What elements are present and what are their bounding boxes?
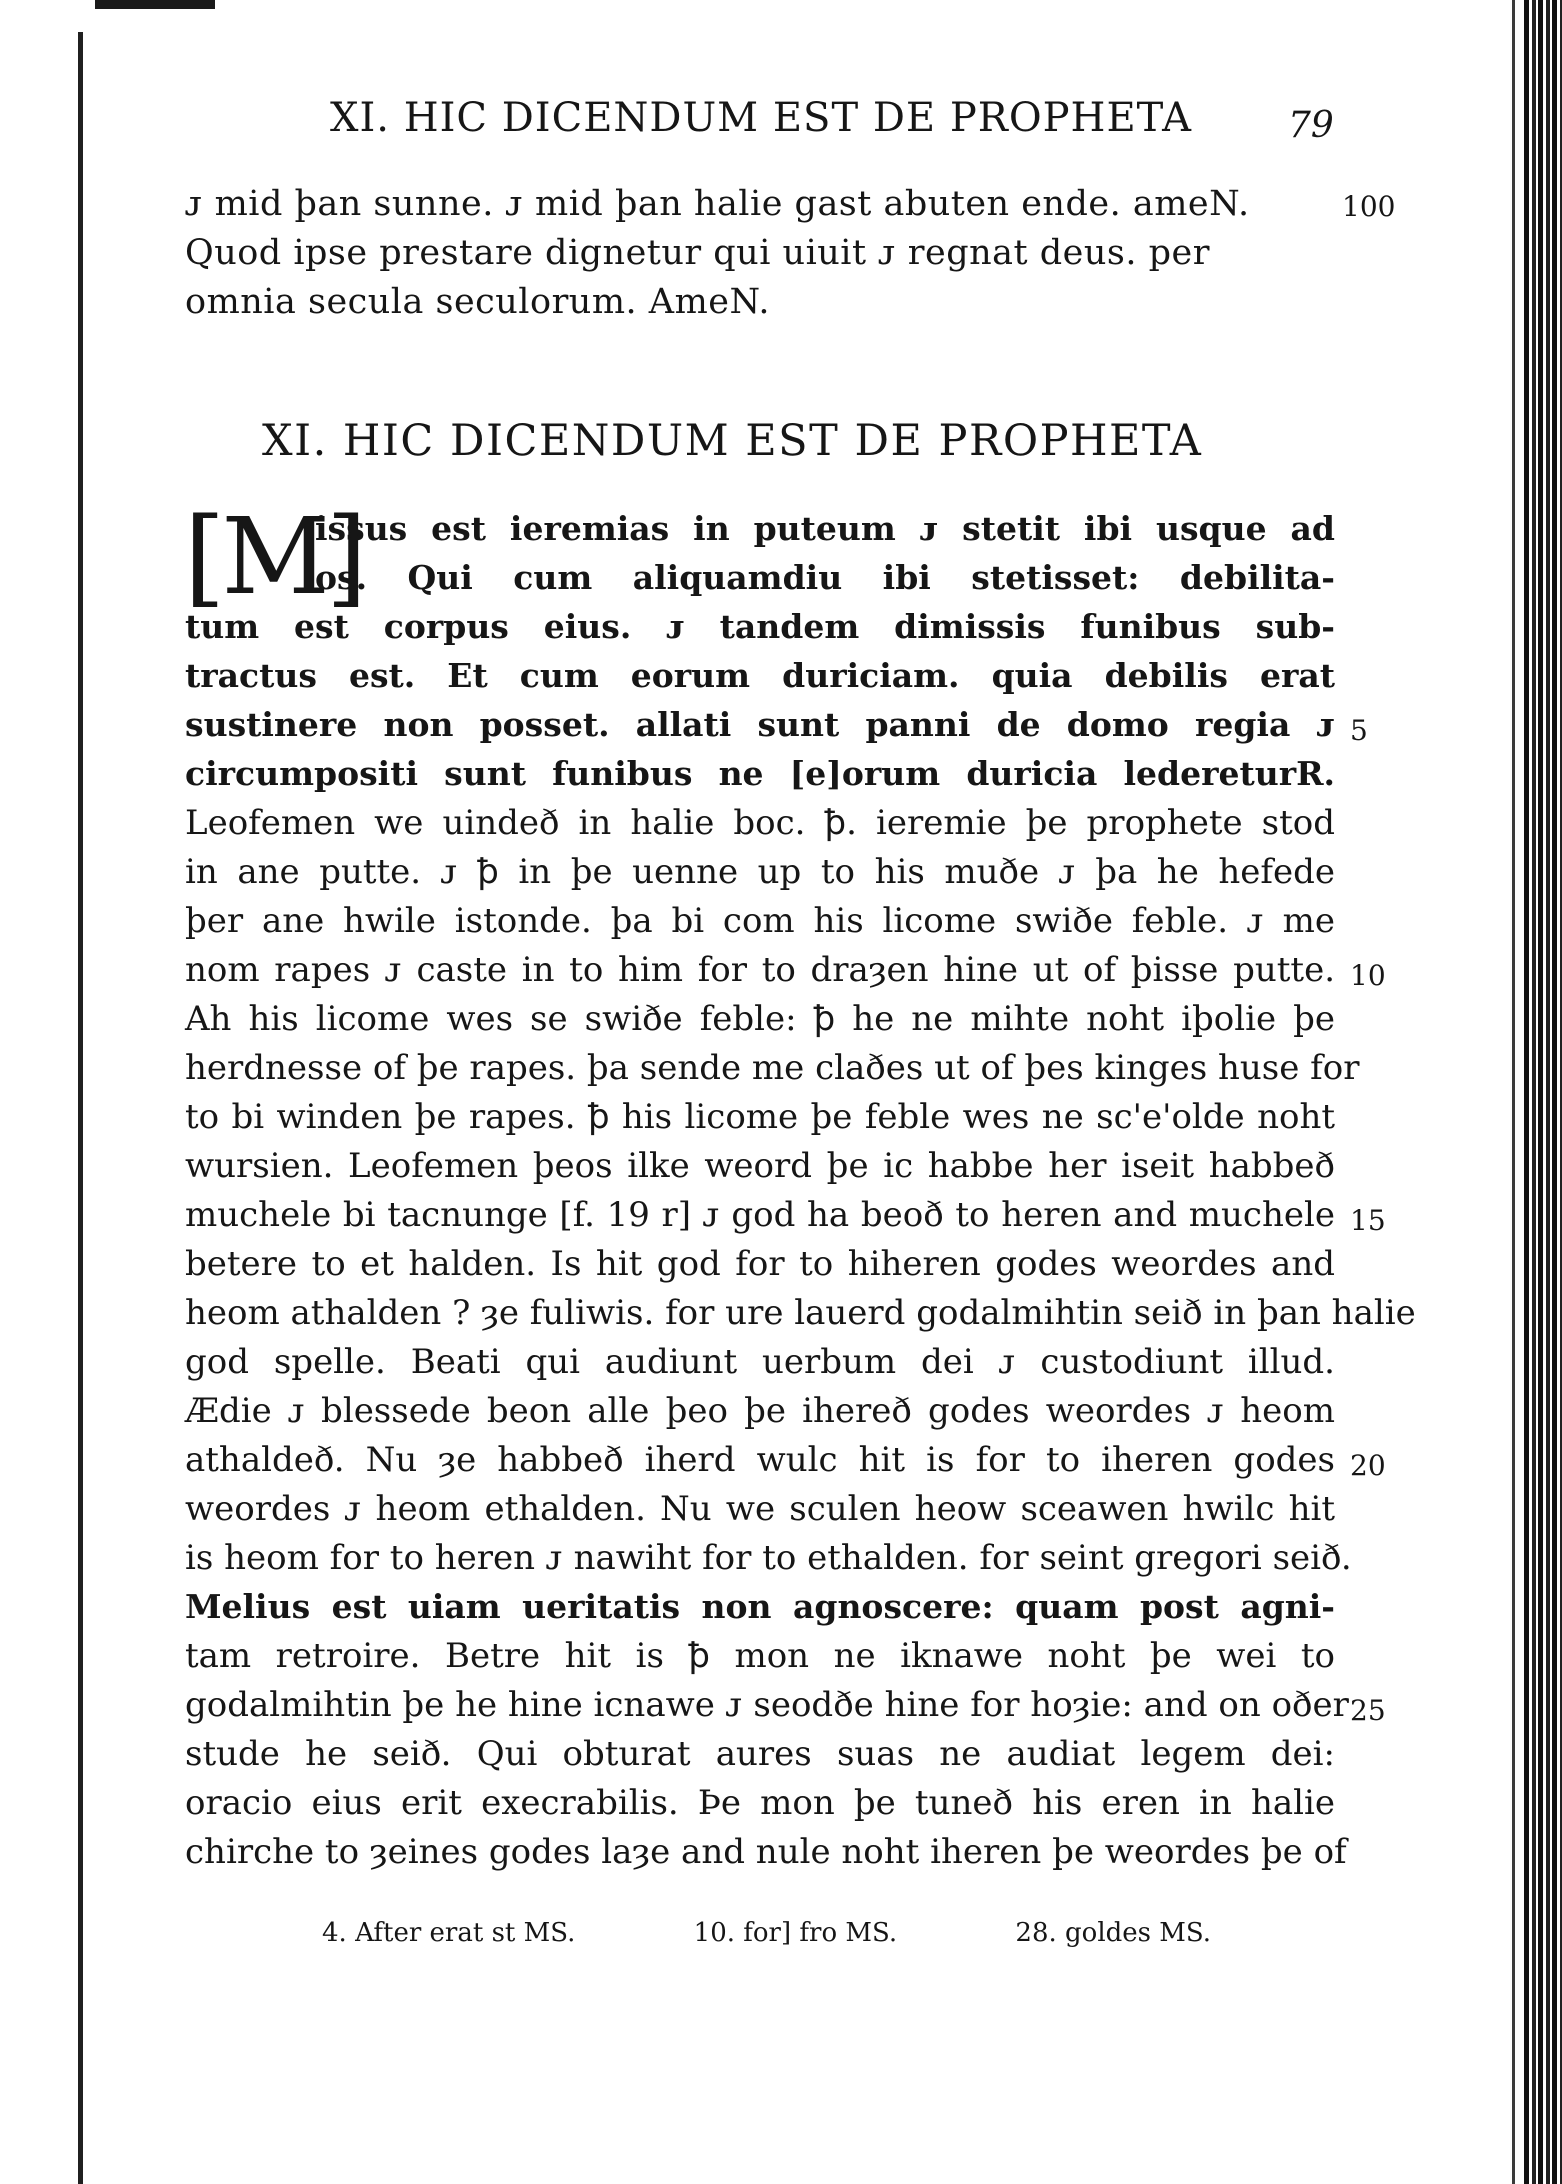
text-line: Ædie ᴊ blessede beon alle þeo þe ihereð godes weordes ᴊ heom <box>185 1391 1335 1431</box>
text-line: tam retroire. Betre hit is ꝥ mon ne iknawe noht þe wei to <box>185 1636 1335 1676</box>
text-line: chirche to ȝeines godes laȝe and nule noht iheren þe weordes þe of <box>185 1832 1347 1872</box>
line-number: 20 <box>1350 1449 1386 1482</box>
text-line: in ane putte. ᴊ ꝥ in þe uenne up to his muðe ᴊ þa he hefede <box>185 852 1335 892</box>
preceding-text-line: ᴊ mid þan sunne. ᴊ mid þan halie gast abuten ende. ameN. <box>185 184 1250 224</box>
text-line: to bi winden þe rapes. ꝥ his licome þe feble wes ne sc'e'olde noht <box>185 1097 1335 1137</box>
line-number: 10 <box>1350 959 1386 992</box>
text-line: Leofemen we uindeð in halie boc. ꝥ. ieremie þe prophete stod <box>185 803 1335 843</box>
text-line: os. Qui cum aliquamdiu ibi stetisset: debilita- <box>315 558 1335 597</box>
preceding-text-line: omnia secula seculorum. AmeN. <box>185 282 770 322</box>
footnote: 10. for] fro MS. <box>693 1918 898 1948</box>
running-head: XI. HIC DICENDUM EST DE PROPHETA <box>330 95 1193 141</box>
text-line: tractus est. Et cum eorum duriciam. quia debilis erat <box>185 656 1335 695</box>
book-spine-edge <box>1524 0 1562 2184</box>
footnote: 4. After erat st MS. <box>322 1918 576 1948</box>
text-line: nom rapes ᴊ caste in to him for to draȝen hine ut of þisse putte. <box>185 950 1335 990</box>
text-line: Melius est uiam ueritatis non agnoscere: quam post agni- <box>185 1587 1335 1626</box>
page-number: 79 <box>1288 105 1334 146</box>
text-line: athaldeð. Nu ȝe habbeð iherd wulc hit is for to iheren godes <box>185 1440 1335 1480</box>
text-line: weordes ᴊ heom ethalden. Nu we sculen heow sceawen hwilc hit <box>185 1489 1335 1529</box>
text-line: circumpositi sunt funibus ne [e]orum duricia ledereturR. <box>185 754 1335 793</box>
left-margin-rule <box>78 32 83 2184</box>
footnote: 28. goldes MS. <box>1015 1918 1212 1948</box>
line-number: 15 <box>1350 1204 1386 1237</box>
drop-cap: [M] <box>184 495 364 618</box>
right-margin-rule <box>1512 0 1515 2184</box>
text-line: sustinere non posset. allati sunt panni de domo regia ᴊ <box>185 705 1335 744</box>
line-number: 5 <box>1350 714 1368 747</box>
footnotes <box>322 1918 1321 1948</box>
text-line: heom athalden ? ȝe fuliwis. for ure lauerd godalmihtin seið in þan halie <box>185 1293 1416 1333</box>
text-line: oracio eius erit execrabilis. Þe mon þe tuneð his eren in halie <box>185 1783 1335 1823</box>
text-line: is heom for to heren ᴊ nawiht for to ethalden. for seint gregori seið. <box>185 1538 1352 1578</box>
text-line: godalmihtin þe he hine icnawe ᴊ seodðe hine for hoȝie: and on oðer <box>185 1685 1349 1725</box>
section-title: XI. HIC DICENDUM EST DE PROPHETA <box>262 416 1203 466</box>
text-line: issus est ieremias in puteum ᴊ stetit ibi usque ad <box>315 509 1335 548</box>
text-line: god spelle. Beati qui audiunt uerbum dei ᴊ custodiunt illud. <box>185 1342 1335 1382</box>
text-line: muchele bi tacnunge [f. 19 r] ᴊ god ha beoð to heren and muchele <box>185 1195 1335 1235</box>
top-edge-mark <box>95 0 215 9</box>
text-line: þer ane hwile istonde. þa bi com his licome swiðe feble. ᴊ me <box>185 901 1335 941</box>
line-number: 25 <box>1350 1694 1386 1727</box>
preceding-text-line: Quod ipse prestare dignetur qui uiuit ᴊ regnat deus. per <box>185 233 1210 273</box>
text-line: Ah his licome wes se swiðe feble: ꝥ he ne mihte noht iþolie þe <box>185 999 1335 1039</box>
text-line: wursien. Leofemen þeos ilke weord þe ic habbe her iseit habbeð <box>185 1146 1335 1186</box>
text-line: betere to et halden. Is hit god for to hiheren godes weordes and <box>185 1244 1335 1284</box>
text-line: tum est corpus eius. ᴊ tandem dimissis funibus sub- <box>185 607 1335 646</box>
line-number: 100 <box>1342 190 1396 223</box>
text-line: herdnesse of þe rapes. þa sende me claðes ut of þes kinges huse for <box>185 1048 1360 1088</box>
text-line: stude he seið. Qui obturat aures suas ne audiat legem dei: <box>185 1734 1335 1774</box>
